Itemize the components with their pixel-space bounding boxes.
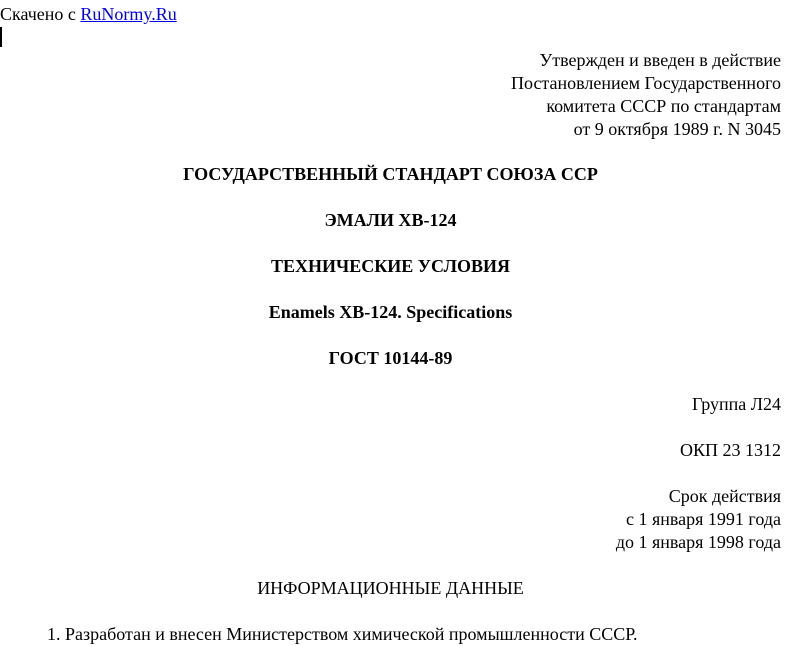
validity-line-1: Срок действия bbox=[668, 486, 781, 506]
source-link[interactable]: RuNormy.Ru bbox=[80, 4, 177, 24]
validity-block bbox=[616, 485, 781, 554]
text-cursor bbox=[0, 27, 2, 47]
group-code: Группа Л24 bbox=[692, 394, 781, 414]
info-item-1: 1. Разработан и внесен Министерством химической промышленности СССР. bbox=[47, 624, 638, 644]
source-line bbox=[0, 3, 177, 26]
spec-title: ТЕХНИЧЕСКИЕ УСЛОВИЯ bbox=[271, 256, 510, 276]
english-title: Enamels XB-124. Specifications bbox=[268, 302, 513, 322]
gost-number: ГОСТ 10144-89 bbox=[328, 348, 453, 368]
approval-line-1: Утвержден и введен в действие bbox=[539, 50, 781, 70]
product-title: ЭМАЛИ ХВ-124 bbox=[324, 210, 457, 230]
approval-line-3: комитета СССР по стандартам bbox=[546, 96, 781, 116]
approval-line-4: от 9 октября 1989 г. N 3045 bbox=[573, 119, 781, 139]
validity-line-2: с 1 января 1991 года bbox=[626, 509, 781, 529]
okp-code: ОКП 23 1312 bbox=[679, 440, 781, 460]
validity-line-3: до 1 января 1998 года bbox=[615, 532, 781, 552]
downloaded-prefix: Скачено с bbox=[0, 4, 76, 24]
info-heading: ИНФОРМАЦИОННЫЕ ДАННЫЕ bbox=[257, 578, 524, 598]
state-standard-heading: ГОСУДАРСТВЕННЫЙ СТАНДАРТ СОЮЗА ССР bbox=[183, 164, 598, 184]
approval-block bbox=[511, 49, 781, 141]
approval-line-2: Постановлением Государственного bbox=[511, 73, 781, 93]
